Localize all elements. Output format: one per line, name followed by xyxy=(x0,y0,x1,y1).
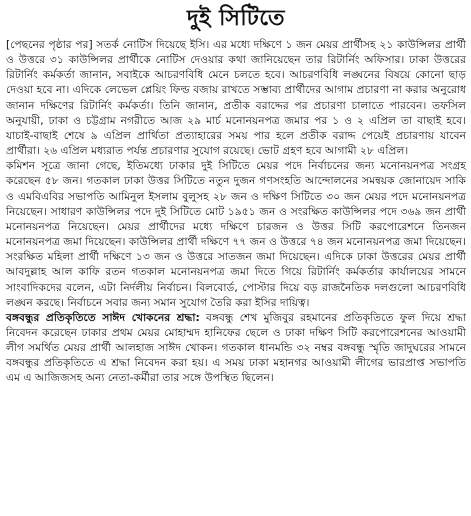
headline: দুই সিটিতে xyxy=(186,6,286,31)
continuation-tag: [পেছনের পৃষ্ঠার পর] xyxy=(6,38,93,51)
paragraph-3-lead: বঙ্গবন্ধুর প্রতিকৃতিতে সাঈদ খোকনের শ্রদ্ধা: xyxy=(6,310,200,324)
paragraph-2: কমিশন সূত্রে জানা গেছে, ইতিমধ্যে ঢাকার দুই সিটিতে মেয়র পদে নির্বাচনের জন্য মনোনয়নপত্র সংগ্রহ করেছেন ৫৮ জন। গতকাল ঢাকা উত্তর সিটিতে নতুন দুজন গণসংহতি আন্দোলনের সমন্বয়ক জোনায়েদ সাকি ও এমবিএবির সভাপতি আমিনুল ইসলাম বুলুসহ ২৮ জন ও দক্ষিণ সিটিতে ৩০ জন মেয়র পদে মনোনয়নপত্র নিয়েছেন। সাধারণ কাউন্সিলর পদে দুই সিটিতে মোট ১৯৫১ জন ও সংরক্ষিত কাউন্সিলর পদে ৩৬৯ জন প্রার্থী মনোনয়নপত্র নিয়েছেন। মেয়র প্রার্থীদের মধ্যে দক্ষিণে চারজন ও উত্তর সিটি করপোরেশনে তিনজন মনোনয়নপত্র জমা দিয়েছেন। কাউন্সিলর প্রার্থী দক্ষিণে ৭৭ জন ও উত্তরে ৭৪ জন মনোনয়নপত্র জমা দিয়েছেন। সংরক্ষিত মহিলা প্রার্থী দক্ষিণে ১৩ জন ও উত্তরে সাতজন জমা দিয়েছেন। এদিকে ঢাকা উত্তরের মেয়র প্রার্থী আবদুল্লাহ আল কাফি রতন গতকাল মনোনয়নপত্র জমা দিতে গিয়ে রিটার্নিং কর্মকর্তার কার্যালয়ের সামনে সাংবাদিকদের বলেন, এটা নির্দলীয় নির্বাচন। বিলবোর্ড, পোস্টার দিয়ে বড় রাজনৈতিক দলগুলো আচরণবিধি লঙ্ঘন করছে। নির্বাচনে সবার জন্য সমান সুযোগ তৈরি করা ইসির দায়িত্ব। xyxy=(6,159,466,309)
paragraph-3 xyxy=(6,310,466,386)
paragraph-1 xyxy=(6,37,466,158)
paragraph-3-text: বঙ্গবন্ধু শেখ মুজিবুর রহমানের প্রতিকৃতিতে ফুল দিয়ে শ্রদ্ধা নিবেদন করেছেন ঢাকার প্রথম মেয়র মোহাম্মদ হানিফের ছেলে ও ঢাকা দক্ষিণ সিটি করপোরেশনের আওয়ামী লীগ সমর্থিত মেয়র প্রার্থী আলহাজ সাঈদ খোকন। গতকাল ধানমন্ডি ৩২ নম্বর বঙ্গবন্ধু স্মৃতি জাদুঘরের সামনে বঙ্গবন্ধুর প্রতিকৃতিতে এ শ্রদ্ধা নিবেদন করা হয়। এ সময় ঢাকা মহানগর আওয়ামী লীগের ভারপ্রাপ্ত সভাপতি এম এ আজিজসহ অন্য নেতা-কর্মীরা তার সঙ্গে উপস্থিত ছিলেন। xyxy=(6,310,466,385)
paragraph-1-text: সতর্ক নোটিস দিয়েছে ইসি। এর মধ্যে দক্ষিণে ১ জন মেয়র প্রার্থীসহ ২১ কাউন্সিলর প্রার্থী ও উত্তরে ৩১ কাউন্সিলর প্রার্থীকে নোটিস দেওয়ার কথা জানিয়েছেন তার রিটার্নিং অফিসার। ঢাকা উত্তরের রিটার্নিং কর্মকর্তা জানান, সবাইকে আচরণবিধি মেনে চলতে হবে। আচরণবিধি লঙ্ঘনের বিষয়ে কোনো ছাড় দেওয়া হবে না। এদিকে লেভেল প্লেয়িং ফিল্ড বজায় রাখতে সম্ভাব্য প্রার্থীদের আগাম প্রচারণা না করার অনুরোধ জানান দক্ষিণের রিটার্নিং কর্মকর্তা। তিনি জানান, প্রতীক বরাদ্দের পর প্রচারণা চালাতে পারবেন। তফসিল অনুযায়ী, ঢাকা ও চট্টগ্রাম নগরীতে আজ ২৯ মার্চ মনোনয়নপত্র জমার পর ১ ও ২ এপ্রিল তা বাছাই হবে। যাচাই-বাছাই শেষে ৯ এপ্রিল প্রার্থিতা প্রত্যাহারের সময় পার হলে প্রতীক বরাদ্দ পেয়েই প্রচারণায় যাবেন প্রার্থীরা। ২৬ এপ্রিল মধ্যরাত পর্যন্ত প্রচারণার সুযোগ রয়েছে। ভোট গ্রহণ হবে আগামী ২৮ এপ্রিল। xyxy=(6,38,466,158)
